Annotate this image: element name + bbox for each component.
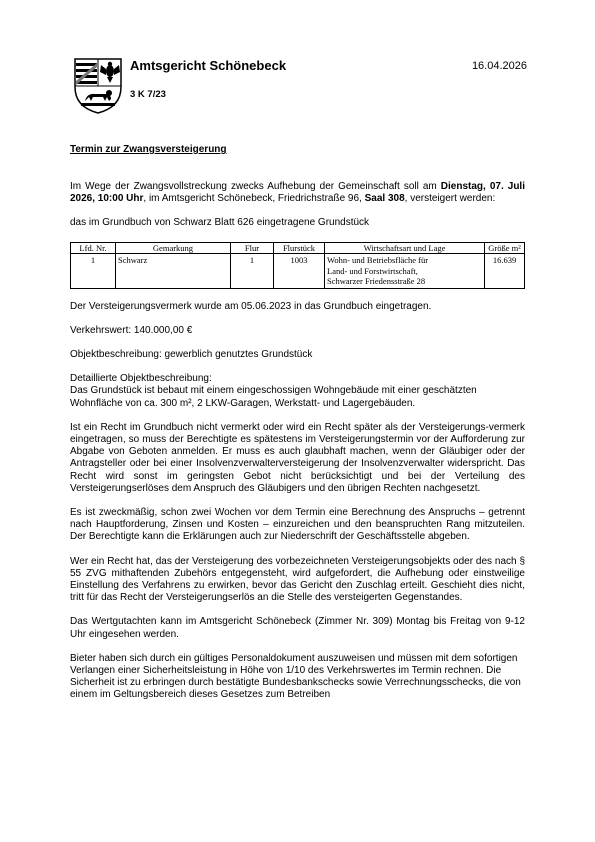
cell-lfd-nr: 1 xyxy=(71,254,116,289)
header-gemarkung: Gemarkung xyxy=(116,242,231,254)
intro-middle: , im Amtsgericht Schönebeck, Friedrichstraße 96, xyxy=(143,193,365,205)
wer-recht-paragraph: Wer ein Recht hat, das der Versteigerung des vorbezeichneten Versteigerungsobjekts oder des nach § 55 ZVG mithaftenden Zubehörs entgegensteht, wird aufgefordert, die Aufhebung oder einstweilige Einstellung des Verfahrens zu erwirken, bevor das Gericht den Zuschlag erteilt. Geschieht dies nicht, tritt für das Recht der Versteigerungserlös an die Stelle des versteigerten Gegenstandes. xyxy=(70,555,525,604)
cell-flur: 1 xyxy=(231,254,274,289)
wirtschaftsart-line: Wohn- und Betriebsfläche für xyxy=(327,255,429,266)
case-number: 3 K 7/23 xyxy=(130,89,166,100)
zweckmaessig-paragraph: Es ist zweckmäßig, schon zwei Wochen vor dem Termin eine Berechnung des Anspruchs – getrennt nach Hauptforderung, Zinsen und Kosten – einzureichen und den beanspruchten Rang mitzuteilen. Der Berechtigte kann die Erklärungen auch zur Niederschrift der Geschäftsstelle abgeben. xyxy=(70,507,525,543)
detail-text: Das Grundstück ist bebaut mit einem eingeschossigen Wohngebäude mit einer geschätzten Wohnfläche von ca. 300 m², 2 LKW-Garagen, Werkstatt- und Lagergebäuden. xyxy=(70,385,477,409)
intro-before: Im Wege der Zwangsvollstreckung zwecks Aufhebung der Gemeinschaft soll am xyxy=(70,181,441,192)
verkehrswert-paragraph: Verkehrswert: 140.000,00 € xyxy=(70,324,193,336)
table-header-row xyxy=(71,242,525,254)
intro-paragraph xyxy=(70,181,525,205)
table-row xyxy=(71,254,525,289)
detail-label: Detaillierte Objektbeschreibung: xyxy=(70,373,212,385)
coat-of-arms-icon xyxy=(73,57,123,115)
bieter-paragraph: Bieter haben sich durch ein gültiges Personaldokument auszuweisen und müssen mit dem sofortigen Verlangen einer Sicherheitsleistung in Höhe von 1/10 des Verkehrswertes im Termin rechnen. Die Sicherheit ist zu erbringen durch bestätigte Bundesbankschecks sowie Verrechnungsschecks, die von einem im Geltungsbereich dieses Gesetzes zum Betreiben xyxy=(70,652,521,701)
court-name: Amtsgericht Schönebeck xyxy=(130,58,287,73)
intro-after: , versteigert werden: xyxy=(404,193,496,205)
cell-wirtschaftsart xyxy=(325,254,485,289)
grundbuch-line: das im Grundbuch von Schwarz Blatt 626 eingetragene Grundstück xyxy=(70,217,370,229)
property-table xyxy=(70,242,525,289)
wertgutachten-paragraph: Das Wertgutachten kann im Amtsgericht Schönebeck (Zimmer Nr. 309) Montag bis Freitag von 9-12 Uhr eingesehen werden. xyxy=(70,616,525,640)
vermerk-paragraph: Der Versteigerungsvermerk wurde am 05.06.2023 in das Grundbuch eingetragen. xyxy=(70,300,432,312)
document-body xyxy=(70,181,525,714)
header-flur: Flur xyxy=(231,242,274,254)
document-date: 16.04.2026 xyxy=(471,60,527,72)
detail-paragraph xyxy=(70,373,525,410)
wirtschaftsart-line: Schwarzer Friedensstraße 28 xyxy=(327,276,426,287)
cell-gemarkung: Schwarz xyxy=(116,254,231,289)
header-wirtschaftsart: Wirtschaftsart und Lage xyxy=(325,242,485,254)
wirtschaftsart-line: Land- und Forstwirtschaft, xyxy=(327,265,418,276)
objektbeschreibung-paragraph: Objektbeschreibung: gewerblich genutztes Grundstück xyxy=(70,349,313,361)
document-title: Termin zur Zwangsversteigerung xyxy=(70,144,227,155)
recht-paragraph: Ist ein Recht im Grundbuch nicht vermerkt oder wird ein Recht später als der Versteigerungs-vermerk eingetragen, so muss der Berechtigte es spätestens im Versteigerungstermin vor der Aufforderung zur Abgabe von Geboten anmelden. Er muss es auch glaubhaft machen, wenn der Gläubiger oder der Antragsteller oder bei einer Insolvenzverwalterversteigerung der Insolvenzverwalter widerspricht. Das Recht wird sonst im geringsten Gebot nicht berücksichtigt und bei der Verteilung des Versteigerungserlöses dem Anspruch des Gläubigers und den übrigen Rechten nachgesetzt. xyxy=(70,421,525,494)
header-lfd-nr: Lfd. Nr. xyxy=(71,242,116,254)
cell-groesse: 16.639 xyxy=(485,254,525,289)
header-groesse: Größe m² xyxy=(485,242,525,254)
auction-room: Saal 308 xyxy=(364,193,405,205)
header-flurstueck: Flurstück xyxy=(274,242,325,254)
auction-datetime: Dienstag, 07. Juli 2026, 10:00 Uhr xyxy=(70,181,525,205)
cell-flurstueck: 1003 xyxy=(274,254,325,289)
